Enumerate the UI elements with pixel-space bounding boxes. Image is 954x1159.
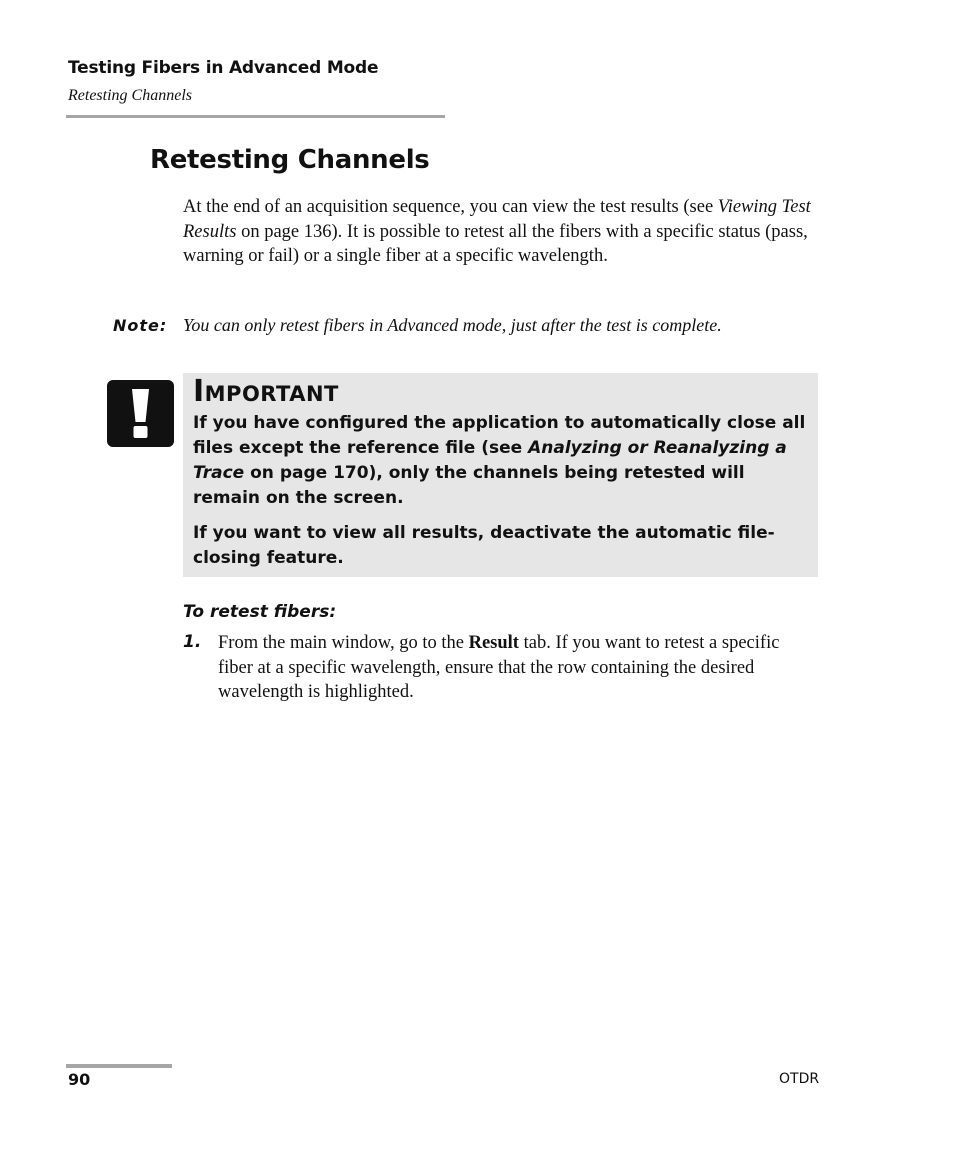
step-text — [218, 631, 818, 705]
step-number: 1. — [183, 632, 202, 652]
important-paragraph-1 — [193, 411, 811, 511]
intro-paragraph — [183, 195, 823, 269]
important-paragraph-2: If you want to view all results, deactivate the automatic file-closing feature. — [193, 523, 775, 568]
cross-reference-viewing-test-results[interactable]: Viewing Test Results — [183, 197, 811, 242]
running-header-subtitle: Retesting Channels — [68, 87, 192, 104]
section-title: Retesting Channels — [150, 145, 430, 175]
important-text-1: If you have configured the application to automatically close all files except the reference file (see — [193, 413, 806, 458]
step-text-2: tab. If you want to retest a specific fiber at a specific wavelength, ensure that the row containing the desired wavelength is highlighted. — [218, 633, 780, 702]
intro-text-1: At the end of an acquisition sequence, you can view the test results (see — [183, 197, 718, 217]
result-tab-reference: Result — [468, 633, 519, 653]
header-rule — [66, 115, 445, 118]
cross-reference-analyzing-trace[interactable]: Analyzing or Reanalyzing a Trace — [193, 438, 787, 483]
intro-text-2: on page 136). It is possible to retest all the fibers with a specific status (pass, warning or fail) or a single fiber at a specific wavelength. — [183, 221, 808, 266]
exclamation-icon — [107, 380, 174, 447]
note-label: Note: — [113, 316, 168, 335]
footer-rule — [66, 1064, 172, 1068]
procedure-title: To retest fibers: — [183, 602, 337, 622]
footer-product-name: OTDR — [779, 1071, 820, 1087]
step-text-1: From the main window, go to the — [218, 633, 469, 653]
page-number: 90 — [68, 1070, 91, 1089]
note-text: You can only retest fibers in Advanced mode, just after the test is complete. — [183, 315, 722, 335]
important-text-2: on page 170), only the channels being retested will remain on the screen. — [193, 463, 745, 508]
running-header-title: Testing Fibers in Advanced Mode — [68, 58, 379, 78]
important-heading: Important — [193, 374, 339, 409]
